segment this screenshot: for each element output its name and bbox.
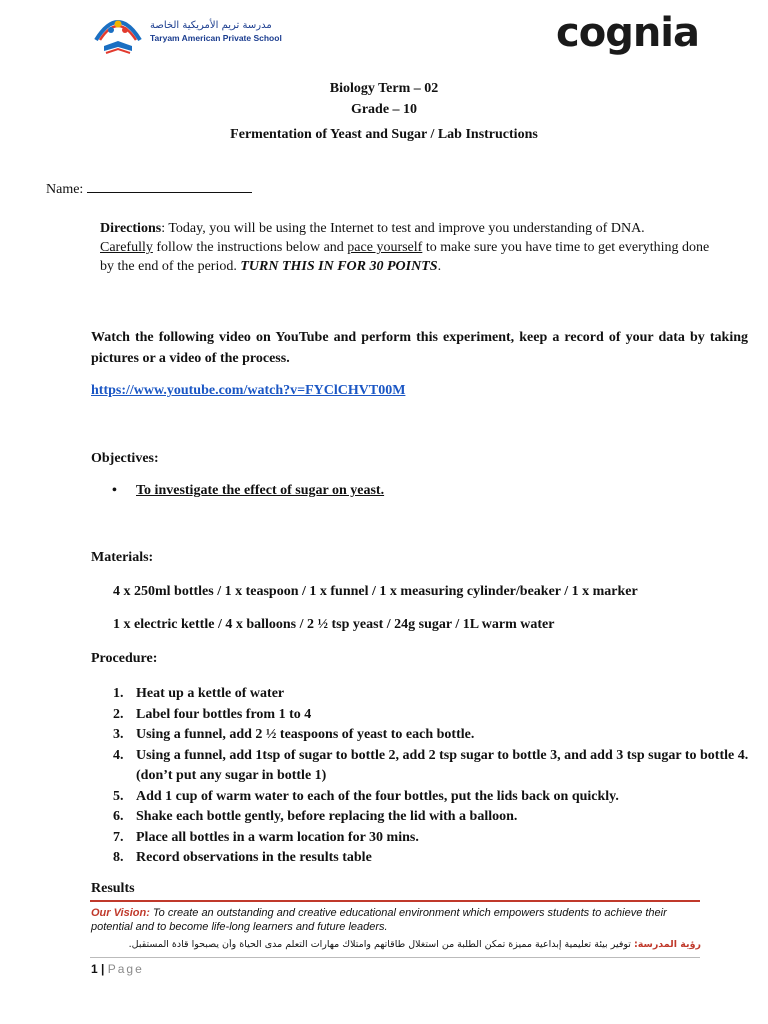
procedure-heading: Procedure: (91, 651, 158, 666)
objectives-heading: Objectives: (91, 451, 159, 466)
directions-text-3: to make sure you have time to get everything done by the end of the period. (100, 240, 710, 274)
directions-turn-in: TURN THIS IN FOR 30 POINTS (240, 259, 438, 274)
footer-divider (90, 900, 700, 902)
step-number: 5. (113, 788, 124, 804)
materials-heading: Materials: (91, 550, 154, 565)
vision-statement-arabic (91, 939, 701, 950)
title-grade: Grade – 10 (350, 102, 418, 117)
step-text: Place all bottles in a warm location for 30 mins. (136, 829, 419, 845)
school-name-arabic: مدرسة تريم الأمريكية الخاصة (150, 20, 272, 31)
youtube-link[interactable]: https://www.youtube.com/watch?v=FYClCHVT00M (91, 383, 406, 398)
step-text: Add 1 cup of warm water to each of the four bottles, put the lids back on quickly. (136, 788, 619, 804)
directions-text-1: : Today, you will be using the Internet to test and improve you understanding of DNA. (161, 221, 645, 236)
vision-statement (91, 906, 701, 934)
step-text: Using a funnel, add 2 ½ teaspoons of yeast to each bottle. (136, 727, 475, 742)
title-lab: Fermentation of Yeast and Sugar / Lab Instructions (230, 127, 538, 142)
school-logo (92, 10, 144, 56)
directions-end: . (437, 259, 442, 274)
page-label: Page (107, 962, 144, 976)
name-row (46, 178, 252, 198)
step-number: 2. (113, 706, 124, 722)
directions-paragraph (100, 219, 720, 276)
step-text: Label four bottles from 1 to 4 (136, 706, 312, 722)
list-item (113, 787, 753, 808)
list-item (113, 705, 753, 726)
step-number: 1. (113, 686, 124, 701)
list-item (113, 828, 753, 849)
directions-pace: pace yourself (347, 240, 423, 255)
list-item (113, 684, 753, 705)
page-number-value: 1 (91, 962, 98, 976)
results-heading: Results (91, 881, 135, 896)
directions-text-2: follow the instructions below and (152, 240, 348, 255)
step-number: 8. (113, 850, 124, 865)
materials-line-2: 1 x electric kettle / 4 x balloons / 2 ½ tsp yeast / 24g sugar / 1L warm water (113, 617, 555, 632)
step-text: Heat up a kettle of water (136, 686, 285, 701)
name-label: Name: (46, 182, 84, 197)
list-item (113, 725, 753, 746)
vision-label: Our Vision: (91, 907, 150, 919)
step-text: Shake each bottle gently, before replacing the lid with a balloon. (136, 809, 518, 824)
step-number: 3. (113, 727, 124, 742)
directions-carefully: Carefully (100, 240, 153, 255)
title-subject: Biology Term – 02 (329, 81, 439, 96)
objective-bullet: • (112, 483, 117, 498)
vision-ar-label: رؤية المدرسة: (633, 939, 701, 950)
step-text: Using a funnel, add 1tsp of sugar to bottle 2, add 2 tsp sugar to bottle 3, and add 3 tsp sugar to bottle 4. (don’t put any sugar in bottle 1) (136, 747, 749, 783)
step-number: 6. (113, 809, 124, 824)
page-divider (90, 957, 700, 958)
name-blank-line[interactable] (87, 178, 252, 193)
school-name-english: Taryam American Private School (150, 33, 282, 43)
vision-ar-text: توفير بيئة تعليمية إبداعية مميزة تمكن الطلبة من استغلال طاقاتهم وامتلاك مهارات التعلم مدى الحياة وأن يصبحوا قادة المستقبل. (128, 939, 634, 950)
materials-line-1: 4 x 250ml bottles / 1 x teaspoon / 1 x funnel / 1 x measuring cylinder/beaker / 1 x marker (113, 584, 638, 599)
step-number: 7. (113, 829, 124, 845)
cognia-logo: cognia (556, 10, 700, 56)
procedure-list (113, 684, 753, 869)
step-text: Record observations in the results table (136, 850, 372, 865)
vision-text: To create an outstanding and creative educational environment which empowers students to achieve their potential and to become life-long learners and future leaders. (91, 907, 667, 933)
step-number: 4. (113, 747, 124, 763)
directions-label: Directions (100, 221, 162, 236)
objective-item: To investigate the effect of sugar on yeast. (136, 483, 385, 498)
page-separator: | (97, 962, 108, 976)
watch-instructions: Watch the following video on YouTube and perform this experiment, keep a record of your data by taking pictures or a video of the process. (91, 330, 748, 366)
list-item (113, 848, 753, 869)
list-item (113, 746, 753, 787)
page-number (91, 962, 144, 976)
list-item (113, 807, 753, 828)
